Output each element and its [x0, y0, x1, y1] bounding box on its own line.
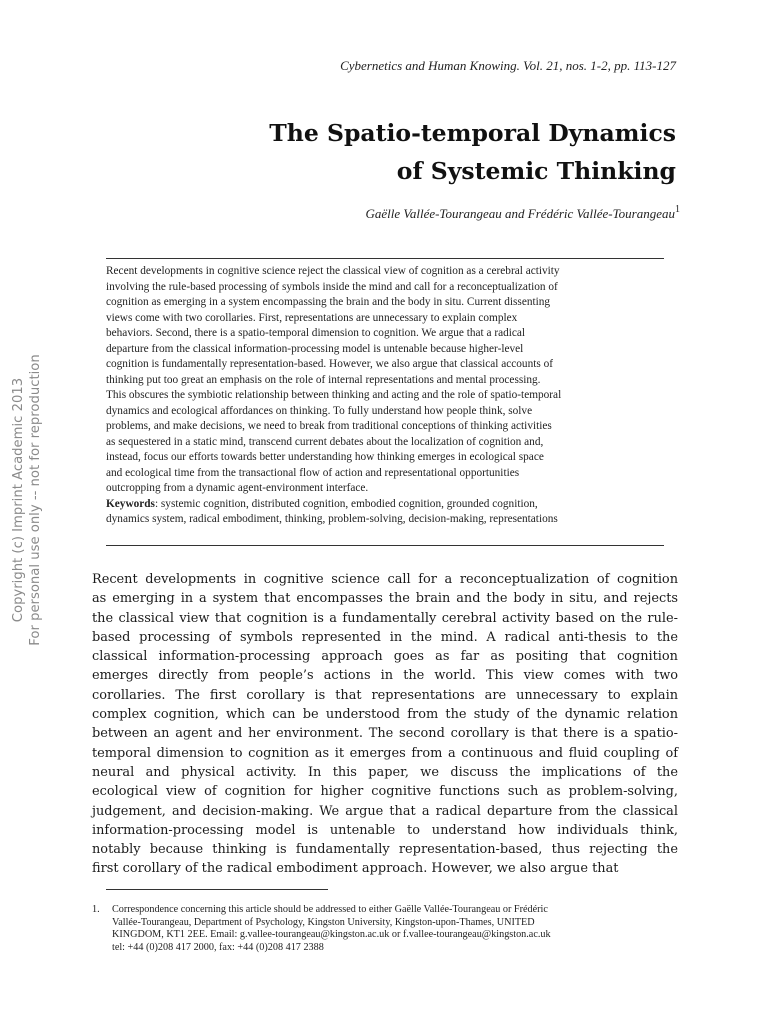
abstract-line: views come with two corollaries. First, representations are unnecessary to explain complex	[106, 311, 518, 324]
footnote-line: tel: +44 (0)208 417 2000, fax: +44 (0)208 417 2388	[112, 941, 324, 953]
body-line: ecological view of cognition for higher cognitive functions such as problem-solving,	[92, 784, 678, 800]
journal-citation: Cybernetics and Human Knowing. Vol. 21, nos. 1-2, pp. 113-127	[340, 58, 676, 73]
keywords-line: dynamics system, radical embodiment, thinking, problem-solving, decision-making, representations	[106, 513, 558, 525]
keywords-text: : systemic cognition, distributed cognition, embodied cognition, grounded cognition,	[154, 497, 538, 510]
keywords-label: Keywords	[106, 497, 155, 510]
footnote-body	[112, 904, 672, 954]
abstract-line: Recent developments in cognitive science reject the classical view of cognition as a cerebral activity	[106, 265, 560, 277]
abstract-line: and ecological time from the transactional flow of action and representational opportunities	[106, 466, 520, 479]
abstract-bottom-rule	[106, 545, 664, 546]
abstract-line: cognition as emerging in a system encompassing the brain and the body in situ. Current dissenting	[106, 296, 551, 308]
abstract-line: outcropping from a dynamic agent-environment interface.	[106, 482, 369, 494]
abstract-line: This obscures the symbiotic relationship between thinking and acting and the role of spatio-temporal	[106, 389, 562, 401]
abstract-line: thinking put too great an emphasis on the role of internal representations and mental processing.	[106, 373, 541, 386]
abstract-line: cognition is fundamentally representation-based. However, we also argue that classical accounts of	[106, 358, 553, 370]
body-line: temporal dimension to cognition as it emerges from a continuous and fluid coupling of	[92, 745, 678, 761]
watermark-line: For personal use only -- not for reproduction	[28, 354, 43, 646]
author-line	[365, 204, 680, 222]
body-line: the classical view that cognition is a fundamentally cerebral activity based on the rule-	[92, 610, 678, 626]
keywords-line	[106, 497, 664, 513]
body-line: Recent developments in cognitive science call for a reconceptualization of cognition	[92, 572, 678, 587]
footnote-line: Correspondence concerning this article should be addressed to either Gaëlle Vallée-Tourangeau or Frédéric	[112, 904, 548, 915]
watermark-line: Copyright (c) Imprint Academic 2013	[11, 377, 26, 623]
copyright-watermark	[10, 354, 44, 645]
title-line: The Spatio-temporal Dynamics	[269, 119, 676, 147]
abstract-line: behaviors. Second, there is a spatio-temporal dimension to cognition. We argue that a radical	[106, 327, 526, 339]
abstract-line: problems, and make decisions, we need to break from traditional conceptions of thinking activities	[106, 420, 552, 432]
body-line: as emerging in a system that encompasses the brain and the body in situ, and rejects	[92, 591, 678, 607]
body-line: corollaries. The first corollary is that representations are unnecessary to explain	[92, 687, 678, 703]
abstract-line: departure from the classical information-processing model is untenable because higher-level	[106, 342, 524, 355]
body-line: classical information-processing approach goes as far as positing that cognition	[92, 649, 678, 665]
article-title	[269, 114, 676, 190]
body-line: notably because thinking is fundamentally representation-based, thus rejecting the	[92, 842, 678, 858]
author-footnote-mark: 1	[675, 204, 680, 215]
abstract	[106, 264, 664, 528]
abstract-line: dynamics and ecological affordances on thinking. To fully understand how people think, solve	[106, 404, 533, 417]
body-line: neural and physical activity. In this paper, we discuss the implications of the	[92, 764, 678, 780]
body-line: information-processing model is untenable to understand how individuals think,	[92, 822, 678, 838]
footnote-line: KINGDOM, KT1 2EE. Email: g.vallee-tourangeau@kingston.ac.uk or f.vallee-tourangeau@kingston.ac.uk	[112, 929, 551, 941]
abstract-top-rule	[106, 258, 664, 259]
body-line: between an agent and her environment. The second corollary is that there is a spatio-	[92, 726, 678, 742]
footnote-separator	[106, 889, 328, 890]
footnote	[92, 904, 672, 954]
abstract-line: as sequestered in a static mind, transcend current debates about the localization of cognition and,	[106, 435, 544, 448]
body-line: based processing of symbols represented in the mind. A radical anti-thesis to the	[92, 629, 678, 645]
abstract-line: instead, focus our efforts towards better understanding how thinking emerges in ecological space	[106, 451, 544, 463]
footnote-line: Vallée-Tourangeau, Department of Psychology, Kingston University, Kingston-upon-Thames, UNITED	[112, 916, 535, 928]
footnote-number: 1.	[92, 904, 100, 915]
body-line: emerges directly from people’s actions in the world. This view comes with two	[92, 668, 678, 684]
body-line: judgement, and decision-making. We argue that a radical departure from the classical	[92, 803, 678, 819]
body-paragraph	[92, 570, 678, 879]
body-line: complex cognition, which can be understood from the study of the dynamic relation	[92, 707, 678, 723]
body-line: first corollary of the radical embodiment approach. However, we also argue that	[92, 861, 619, 877]
authors-names: Gaëlle Vallée-Tourangeau and Frédéric Vallée-Tourangeau	[365, 206, 675, 221]
abstract-line: involving the rule-based processing of symbols inside the mind and call for a reconceptualization of	[106, 280, 558, 293]
title-line: of Systemic Thinking	[396, 157, 676, 185]
